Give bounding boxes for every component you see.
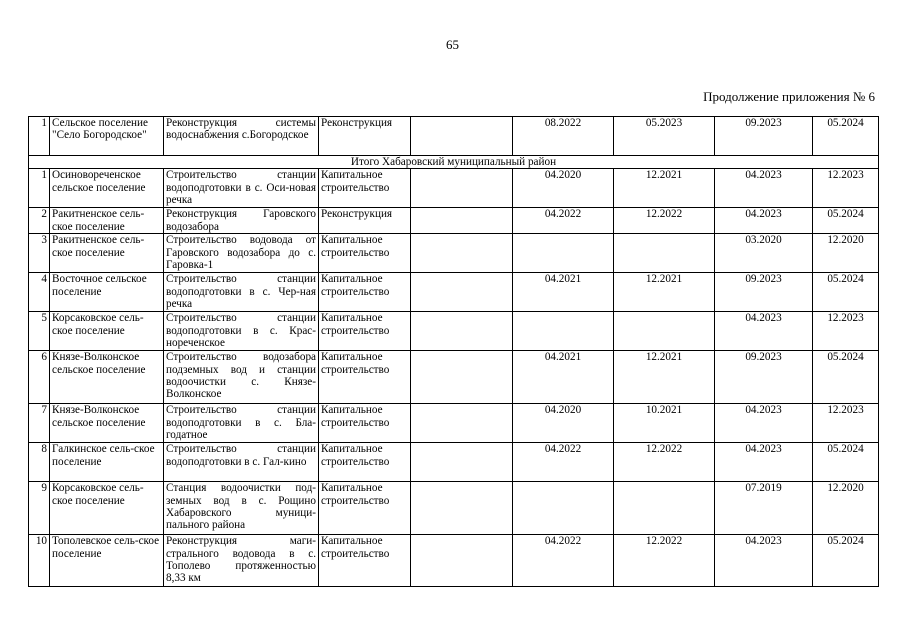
date-cell: 12.2022: [614, 535, 715, 587]
date-cell: 03.2020: [715, 234, 813, 273]
date-cell: 12.2022: [614, 208, 715, 234]
date-cell: 04.2021: [513, 273, 614, 312]
project-cell: Строительство водозабора подземных вод и станции водоочистки с. Князе-Волконское: [164, 351, 319, 404]
work-type-cell: Реконструкция: [319, 117, 411, 156]
work-type-cell: Капитальное строительство: [319, 404, 411, 443]
table-row: [29, 351, 879, 404]
date-cell: 04.2023: [715, 312, 813, 351]
date-cell: 12.2020: [813, 482, 879, 535]
settlement-cell: Корсаковское сель-ское поселение: [50, 312, 164, 351]
date-cell: 05.2024: [813, 117, 879, 156]
settlement-cell: Ракитненское сель-ское поселение: [50, 208, 164, 234]
date-cell: 05.2024: [813, 351, 879, 404]
date-cell: 04.2022: [513, 208, 614, 234]
work-type-cell: Капитальное строительство: [319, 169, 411, 208]
date-cell: 04.2023: [715, 208, 813, 234]
empty-cell: [411, 234, 513, 273]
date-cell: 05.2024: [813, 443, 879, 482]
table-row: [29, 535, 879, 587]
date-cell: [513, 312, 614, 351]
appendix-note: Продолжение приложения № 6: [703, 89, 875, 104]
date-cell: 05.2024: [813, 535, 879, 587]
date-cell: 04.2021: [513, 351, 614, 404]
work-type-cell: Капитальное строительство: [319, 312, 411, 351]
date-cell: 12.2021: [614, 169, 715, 208]
row-number: 5: [29, 312, 50, 351]
date-cell: 04.2022: [513, 535, 614, 587]
date-cell: 04.2023: [715, 169, 813, 208]
date-cell: [513, 482, 614, 535]
table-row: [29, 208, 879, 234]
table-row: [29, 234, 879, 273]
row-number: 8: [29, 443, 50, 482]
empty-cell: [411, 482, 513, 535]
row-number: 2: [29, 208, 50, 234]
date-cell: 04.2022: [513, 443, 614, 482]
empty-cell: [411, 404, 513, 443]
project-cell: Станция водоочистки под-земных вод в с. Рощино Хабаровского муници-пального района: [164, 482, 319, 535]
row-number: 7: [29, 404, 50, 443]
work-type-cell: Капитальное строительство: [319, 443, 411, 482]
empty-cell: [411, 208, 513, 234]
work-type-cell: Капитальное строительство: [319, 273, 411, 312]
settlement-cell: Галкинское сель-ское поселение: [50, 443, 164, 482]
settlement-cell: Осиновореченское сельское поселение: [50, 169, 164, 208]
row-number: 10: [29, 535, 50, 587]
empty-cell: [411, 443, 513, 482]
date-cell: 05.2023: [614, 117, 715, 156]
date-cell: 12.2023: [813, 404, 879, 443]
date-cell: 05.2024: [813, 273, 879, 312]
empty-cell: [411, 312, 513, 351]
date-cell: 10.2021: [614, 404, 715, 443]
settlement-cell: Тополевское сель-ское поселение: [50, 535, 164, 587]
date-cell: [614, 234, 715, 273]
work-type-cell: Реконструкция: [319, 208, 411, 234]
project-cell: Реконструкция системы водоснабжения с.Богородское: [164, 117, 319, 156]
date-cell: 12.2022: [614, 443, 715, 482]
date-cell: 08.2022: [513, 117, 614, 156]
settlement-cell: Корсаковское сель-ское поселение: [50, 482, 164, 535]
row-number: 3: [29, 234, 50, 273]
table-row: [29, 273, 879, 312]
settlement-cell: Ракитненское сель-ское поселение: [50, 234, 164, 273]
row-number: 9: [29, 482, 50, 535]
table-row: [29, 169, 879, 208]
date-cell: 04.2023: [715, 535, 813, 587]
date-cell: 09.2023: [715, 351, 813, 404]
total-label: Итого Хабаровский муниципальный район: [29, 156, 879, 169]
date-cell: 04.2020: [513, 169, 614, 208]
date-cell: 09.2023: [715, 273, 813, 312]
table-row: [29, 482, 879, 535]
empty-cell: [411, 169, 513, 208]
date-cell: 12.2021: [614, 273, 715, 312]
row-number: 4: [29, 273, 50, 312]
row-number: 1: [29, 117, 50, 156]
work-type-cell: Капитальное строительство: [319, 482, 411, 535]
project-cell: Строительство станции водоподготовки в с. Оси-новая речка: [164, 169, 319, 208]
table-row: [29, 443, 879, 482]
project-cell: Реконструкция маги-стрального водовода в с. Тополево протяженностью 8,33 км: [164, 535, 319, 587]
project-cell: Строительство станции водоподготовки в с. Крас-нореченское: [164, 312, 319, 351]
document-table: [28, 116, 879, 587]
total-row: [29, 156, 879, 169]
settlement-cell: Сельское поселение "Село Богородское": [50, 117, 164, 156]
row-number: 6: [29, 351, 50, 404]
settlement-cell: Восточное сельское поселение: [50, 273, 164, 312]
table-row: [29, 312, 879, 351]
date-cell: 07.2019: [715, 482, 813, 535]
empty-cell: [411, 117, 513, 156]
empty-cell: [411, 273, 513, 312]
date-cell: 05.2024: [813, 208, 879, 234]
date-cell: [614, 482, 715, 535]
date-cell: [513, 234, 614, 273]
date-cell: 04.2023: [715, 443, 813, 482]
empty-cell: [411, 351, 513, 404]
settlement-cell: Князе-Волконское сельское поселение: [50, 404, 164, 443]
date-cell: 12.2023: [813, 312, 879, 351]
work-type-cell: Капитальное строительство: [319, 351, 411, 404]
project-cell: Строительство водовода от Гаровского водозабора до с. Гаровка-1: [164, 234, 319, 273]
date-cell: [614, 312, 715, 351]
table-row: [29, 404, 879, 443]
date-cell: 04.2020: [513, 404, 614, 443]
work-type-cell: Капитальное строительство: [319, 535, 411, 587]
date-cell: 12.2021: [614, 351, 715, 404]
settlement-cell: Князе-Волконское сельское поселение: [50, 351, 164, 404]
date-cell: 09.2023: [715, 117, 813, 156]
project-cell: Строительство станции водоподготовки в с. Чер-ная речка: [164, 273, 319, 312]
project-cell: Строительство станции водоподготовки в с. Гал-кино: [164, 443, 319, 482]
row-number: 1: [29, 169, 50, 208]
project-cell: Реконструкция Гаровского водозабора: [164, 208, 319, 234]
page-number: 65: [446, 37, 459, 52]
project-cell: Строительство станции водоподготовки в с. Бла-годатное: [164, 404, 319, 443]
date-cell: 12.2020: [813, 234, 879, 273]
date-cell: 12.2023: [813, 169, 879, 208]
work-type-cell: Капитальное строительство: [319, 234, 411, 273]
empty-cell: [411, 535, 513, 587]
table-row: [29, 117, 879, 156]
date-cell: 04.2023: [715, 404, 813, 443]
